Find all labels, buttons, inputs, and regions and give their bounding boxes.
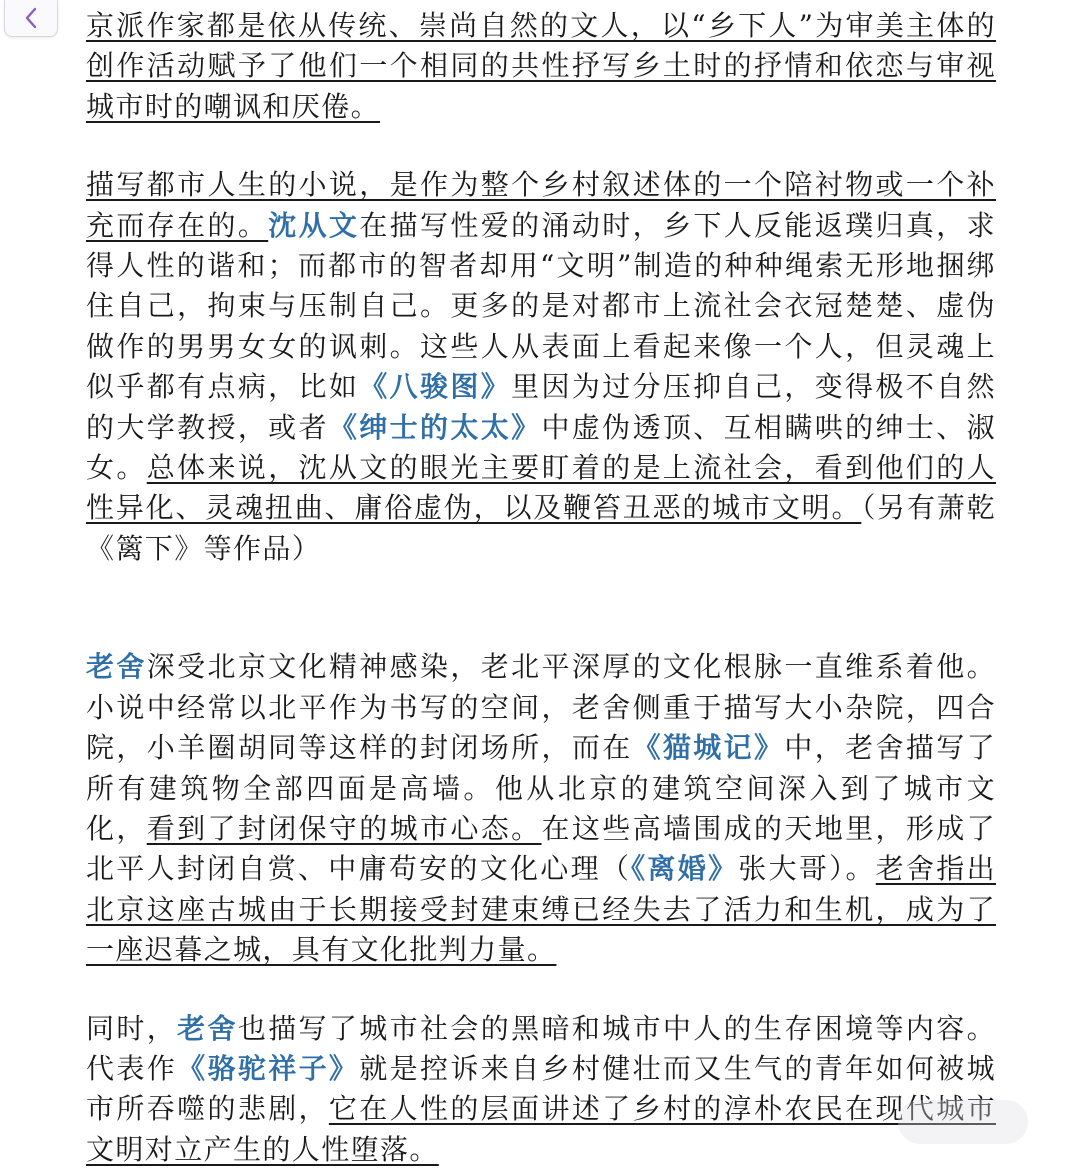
body-text: 中，老舍描写了所有建筑物全部四面是高墙。他从北京的建筑空间深入到了城市文化， [86, 731, 996, 845]
underlined-text: 总体来说，沈从文的眼光主要盯着的是上流社会，看到他们的人性异化、灵魂扭曲、庸俗虚伪，以及鞭笞丑恶的城市文明。 [86, 451, 996, 525]
body-text: 就是控诉来自乡村健壮而又生气的青年如何被城市所吞噬的悲剧， [86, 1051, 997, 1126]
body-text: 深受北京文化精神感染，老北平深厚的文化根脉一直维系着他。小说中经常以北平作为书写的空间，老舍侧重于描写大小杂院，四合院，小羊圈胡同等这样的封闭场所，而在 [86, 650, 996, 765]
body-text: 也描写了城市社会的黑暗和城市中人的生存困境等内容。代表作 [86, 1011, 996, 1085]
highlighted-term: 沈从文 [268, 208, 360, 242]
paragraph-gap [86, 971, 996, 1009]
highlighted-term: 老舍 [177, 1011, 238, 1045]
body-text: 在描写性爱的涌动时，乡下人反能返璞归真，求得人性的谐和；而都市的智者却用“文明”制造的种种绳索无形地捆绑住自己，拘束与压制自己。更多的是对都市上流社会衣冠楚楚、虚伪做作的男男女女的讽刺。这些人从表面上看起来像一个人，但灵魂上似乎都有点病，比如 [86, 208, 997, 404]
paragraph [86, 165, 996, 569]
underlined-text: 看到了封闭保守的城市心态。 [146, 811, 542, 845]
highlighted-term: 《离婚》 [631, 852, 739, 886]
underlined-text: 描写都市人生的小说，是作为整个乡村叙述体的一个陪衬物或一个补充而存在的。 [86, 168, 996, 242]
body-text: （另有萧乾《篱下》等作品） [86, 491, 996, 565]
paragraph [86, 6, 996, 127]
highlighted-term: 老舍 [86, 650, 147, 684]
body-text: 张大哥）。 [738, 852, 876, 886]
underlined-text: 它在人性的层面讲述了乡村的淳朴农民在现代城市文明对立产生的人性堕落。 [86, 1092, 996, 1166]
chevron-left-icon [23, 6, 39, 30]
body-text: 在这些高墙围成的天地里，形成了北平人封闭自赏、中庸苟安的文化心理（ [86, 811, 996, 886]
underlined-text: 京派作家都是依从传统、崇尚自然的文人，以“乡下人”为审美主体的创作活动赋予了他们一个相同的共性抒写乡土时的抒情和依恋与审视城市时的嘲讽和厌倦。 [86, 9, 996, 123]
body-text: 里因为过分压抑自己，变得极不自然的大学教授，或者 [86, 370, 996, 444]
body-text: 中虚伪透顶、互相瞒哄的绅士、淑女。 [86, 410, 996, 485]
article-body [86, 6, 996, 1170]
paragraph-gap [86, 127, 996, 165]
back-button[interactable] [4, 0, 58, 37]
highlighted-term: 《骆驼祥子》 [177, 1051, 360, 1085]
highlighted-term: 《绅士的太太》 [328, 410, 542, 444]
underlined-text: 老舍指出北京这座古城由于长期接受封建束缚已经失去了活力和生机，成为了一座迟暮之城，具有文化批判力量。 [86, 852, 996, 967]
highlighted-term: 《八骏图》 [359, 370, 512, 404]
paragraph-gap [86, 569, 996, 647]
body-text: 同时， [86, 1011, 178, 1045]
highlighted-term: 《猫城记》 [632, 731, 785, 765]
paragraph [86, 1009, 996, 1171]
paragraph [86, 647, 996, 970]
watermark [898, 1100, 1028, 1144]
